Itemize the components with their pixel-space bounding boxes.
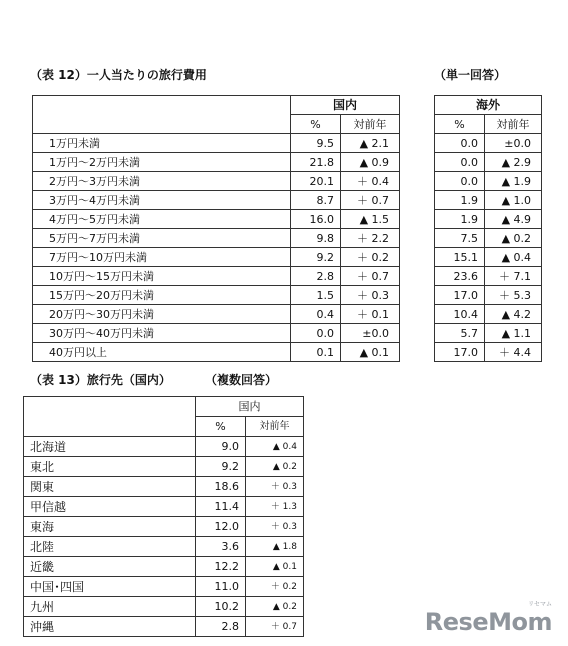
table-row <box>24 457 304 477</box>
table13-blank-corner <box>24 397 196 437</box>
table-row <box>33 229 400 248</box>
row-label: 1万円～2万円未満 <box>33 153 291 172</box>
table-row <box>24 497 304 517</box>
region-yoy: ▲ 0.2 <box>246 597 304 617</box>
domestic-yoy: ＋ 0.7 <box>341 191 400 210</box>
table-row <box>33 153 400 172</box>
logo-kana: リセマム <box>528 601 552 608</box>
region-yoy: ▲ 0.4 <box>246 437 304 457</box>
row-label: 3万円～4万円未満 <box>33 191 291 210</box>
domestic-pct: 21.8 <box>291 153 341 172</box>
overseas-pct: 0.0 <box>435 134 485 153</box>
region-label: 甲信越 <box>24 497 196 517</box>
domestic-pct: 20.1 <box>291 172 341 191</box>
domestic-yoy: ＋ 0.7 <box>341 267 400 286</box>
domestic-pct: 0.0 <box>291 324 341 343</box>
region-label: 関東 <box>24 477 196 497</box>
table-row <box>24 617 304 637</box>
region-yoy: ▲ 0.1 <box>246 557 304 577</box>
region-pct: 3.6 <box>196 537 246 557</box>
row-label: 40万円以上 <box>33 343 291 362</box>
table-row <box>33 324 400 343</box>
table-row <box>24 597 304 617</box>
domestic-yoy: ＋ 0.1 <box>341 305 400 324</box>
overseas-yoy: ▲ 1.0 <box>485 191 542 210</box>
table-row <box>33 343 400 362</box>
overseas-yoy: ▲ 0.4 <box>485 248 542 267</box>
region-yoy: ▲ 0.2 <box>246 457 304 477</box>
row-label: 4万円～5万円未満 <box>33 210 291 229</box>
table-row <box>24 517 304 537</box>
overseas-yoy: ＋ 5.3 <box>485 286 542 305</box>
row-label: 2万円～3万円未満 <box>33 172 291 191</box>
table13-domestic-destination <box>23 396 304 637</box>
table-row <box>435 172 542 191</box>
region-yoy: ＋ 1.3 <box>246 497 304 517</box>
table-row <box>33 134 400 153</box>
overseas-pct: 0.0 <box>435 172 485 191</box>
overseas-yoy: ▲ 0.2 <box>485 229 542 248</box>
table12-overseas-header: 海外 <box>435 96 542 115</box>
col-pct: % <box>196 417 246 437</box>
table12-note: （単一回答） <box>434 68 507 82</box>
table-row <box>33 305 400 324</box>
overseas-pct: 10.4 <box>435 305 485 324</box>
overseas-yoy: ▲ 1.1 <box>485 324 542 343</box>
domestic-pct: 9.2 <box>291 248 341 267</box>
overseas-yoy: ＋ 4.4 <box>485 343 542 362</box>
row-label: 15万円～20万円未満 <box>33 286 291 305</box>
table13-note: （複数回答） <box>205 373 278 387</box>
table12-blank-corner <box>33 96 291 134</box>
row-label: 10万円～15万円未満 <box>33 267 291 286</box>
col-pct: % <box>435 115 485 134</box>
table-row <box>435 286 542 305</box>
overseas-pct: 5.7 <box>435 324 485 343</box>
domestic-pct: 9.8 <box>291 229 341 248</box>
domestic-yoy: ▲ 1.5 <box>341 210 400 229</box>
region-yoy: ▲ 1.8 <box>246 537 304 557</box>
overseas-pct: 23.6 <box>435 267 485 286</box>
overseas-yoy: ±0.0 <box>485 134 542 153</box>
col-yoy: 対前年 <box>246 417 304 437</box>
domestic-yoy: ＋ 0.2 <box>341 248 400 267</box>
table-row <box>435 324 542 343</box>
table13-title: （表 13）旅行先（国内） <box>30 373 171 387</box>
table-row <box>33 286 400 305</box>
domestic-pct: 2.8 <box>291 267 341 286</box>
table-row <box>435 134 542 153</box>
row-label: 5万円～7万円未満 <box>33 229 291 248</box>
region-label: 東北 <box>24 457 196 477</box>
domestic-pct: 1.5 <box>291 286 341 305</box>
table13-header: 国内 <box>196 397 304 417</box>
overseas-yoy: ＋ 7.1 <box>485 267 542 286</box>
region-label: 中国･四国 <box>24 577 196 597</box>
domestic-pct: 0.4 <box>291 305 341 324</box>
col-yoy: 対前年 <box>485 115 542 134</box>
region-label: 沖縄 <box>24 617 196 637</box>
row-label: 30万円～40万円未満 <box>33 324 291 343</box>
logo-text: ReseMom <box>424 608 552 636</box>
col-yoy: 対前年 <box>341 115 400 134</box>
table-row <box>33 172 400 191</box>
overseas-yoy: ▲ 2.9 <box>485 153 542 172</box>
domestic-yoy: ▲ 0.1 <box>341 343 400 362</box>
region-yoy: ＋ 0.3 <box>246 477 304 497</box>
region-yoy: ＋ 0.3 <box>246 517 304 537</box>
overseas-pct: 15.1 <box>435 248 485 267</box>
domestic-pct: 9.5 <box>291 134 341 153</box>
table-row <box>435 191 542 210</box>
table-row <box>435 153 542 172</box>
table-row <box>24 437 304 457</box>
row-label: 20万円～30万円未満 <box>33 305 291 324</box>
row-label: 7万円～10万円未満 <box>33 248 291 267</box>
table-row <box>33 210 400 229</box>
domestic-yoy: ▲ 0.9 <box>341 153 400 172</box>
table-row <box>435 267 542 286</box>
overseas-pct: 17.0 <box>435 286 485 305</box>
table12-domestic-header: 国内 <box>291 96 400 115</box>
table-row <box>24 577 304 597</box>
region-pct: 12.0 <box>196 517 246 537</box>
domestic-pct: 0.1 <box>291 343 341 362</box>
domestic-yoy: ＋ 2.2 <box>341 229 400 248</box>
region-label: 九州 <box>24 597 196 617</box>
region-pct: 11.4 <box>196 497 246 517</box>
domestic-yoy: ▲ 2.1 <box>341 134 400 153</box>
overseas-pct: 17.0 <box>435 343 485 362</box>
overseas-yoy: ▲ 4.9 <box>485 210 542 229</box>
table-row <box>435 305 542 324</box>
overseas-yoy: ▲ 1.9 <box>485 172 542 191</box>
region-pct: 10.2 <box>196 597 246 617</box>
table-row <box>33 248 400 267</box>
domestic-yoy: ＋ 0.4 <box>341 172 400 191</box>
region-pct: 11.0 <box>196 577 246 597</box>
resemom-logo <box>424 601 552 636</box>
overseas-pct: 1.9 <box>435 191 485 210</box>
region-pct: 2.8 <box>196 617 246 637</box>
table-row <box>24 557 304 577</box>
table-row <box>435 343 542 362</box>
region-pct: 18.6 <box>196 477 246 497</box>
region-label: 近畿 <box>24 557 196 577</box>
domestic-pct: 8.7 <box>291 191 341 210</box>
region-yoy: ＋ 0.2 <box>246 577 304 597</box>
table-row <box>33 267 400 286</box>
domestic-yoy: ±0.0 <box>341 324 400 343</box>
region-pct: 12.2 <box>196 557 246 577</box>
row-label: 1万円未満 <box>33 134 291 153</box>
table-row <box>435 229 542 248</box>
region-label: 東海 <box>24 517 196 537</box>
table12-domestic <box>32 95 400 362</box>
domestic-pct: 16.0 <box>291 210 341 229</box>
table-row <box>435 248 542 267</box>
region-label: 北陸 <box>24 537 196 557</box>
overseas-pct: 7.5 <box>435 229 485 248</box>
domestic-yoy: ＋ 0.3 <box>341 286 400 305</box>
region-pct: 9.2 <box>196 457 246 477</box>
table-row <box>33 191 400 210</box>
region-label: 北海道 <box>24 437 196 457</box>
table12-overseas <box>434 95 542 362</box>
col-pct: % <box>291 115 341 134</box>
overseas-pct: 1.9 <box>435 210 485 229</box>
region-yoy: ＋ 0.7 <box>246 617 304 637</box>
table-row <box>24 477 304 497</box>
table12-title: （表 12）一人当たりの旅行費用 <box>30 68 207 82</box>
overseas-pct: 0.0 <box>435 153 485 172</box>
overseas-yoy: ▲ 4.2 <box>485 305 542 324</box>
table-row <box>435 210 542 229</box>
table-row <box>24 537 304 557</box>
region-pct: 9.0 <box>196 437 246 457</box>
